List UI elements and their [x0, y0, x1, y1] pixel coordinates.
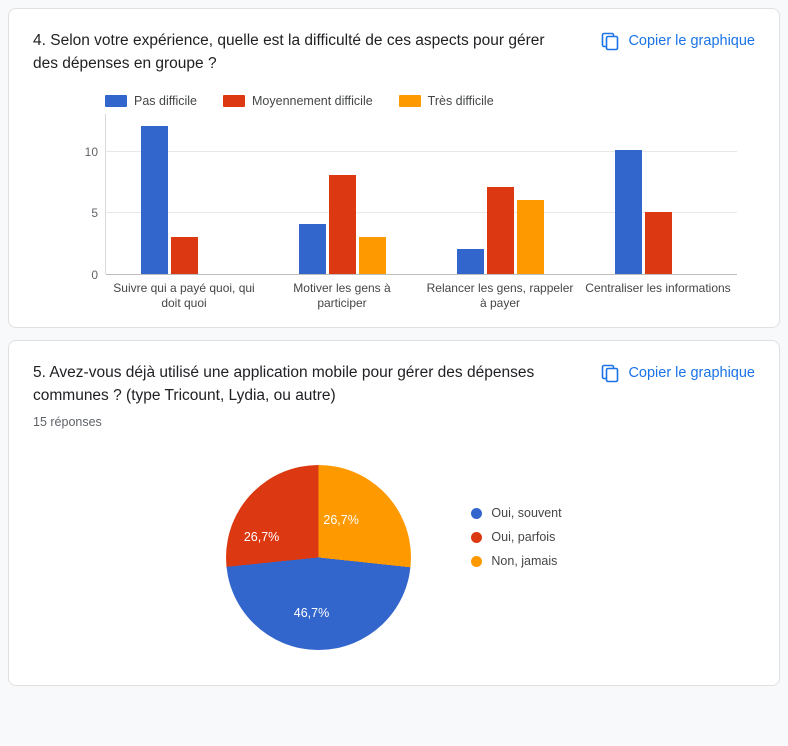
y-tick-label: 10	[84, 144, 98, 159]
bar-pas-difficile[interactable]	[299, 224, 326, 273]
question-title: 5. Avez-vous déjà utilisé une application mobile pour gérer des dépenses communes ? (type Tricount, Lydia, ou autre)	[33, 363, 535, 404]
bar-moyennement-difficile[interactable]	[329, 175, 356, 274]
bar-chart-legend	[33, 94, 755, 108]
legend-label: Très difficile	[427, 93, 494, 108]
x-axis-label: Motiver les gens à participer	[293, 280, 391, 311]
legend-dot-oui-parfois	[471, 532, 482, 543]
legend-item[interactable]	[399, 94, 494, 108]
legend-label: Non, jamais	[491, 554, 558, 568]
x-axis-label: Relancer les gens, rappeler à payer	[426, 280, 574, 311]
legend-dot-oui-souvent	[471, 508, 482, 519]
legend-item[interactable]	[223, 94, 373, 108]
bar-moyennement-difficile[interactable]	[171, 237, 198, 274]
legend-label: Oui, souvent	[491, 506, 562, 520]
chart-card-question-4	[8, 8, 780, 328]
legend-item[interactable]	[471, 530, 561, 544]
bar-group	[264, 114, 422, 274]
bar-moyennement-difficile[interactable]	[487, 187, 514, 273]
question-title: 4. Selon votre expérience, quelle est la difficulté de ces aspects pour gérer des dépenses en groupe ?	[33, 32, 545, 73]
copy-chart-label: Copier le graphique	[628, 33, 755, 49]
chart-card-question-5	[8, 340, 780, 687]
response-count: 15 réponses	[33, 415, 102, 429]
pie-chart-graphic	[226, 465, 411, 650]
legend-label: Pas difficile	[134, 93, 197, 108]
bar-chart-plot-area	[84, 114, 737, 282]
pie-slices[interactable]	[226, 465, 411, 650]
bar-pas-difficile[interactable]	[141, 126, 168, 274]
bar-group	[579, 114, 737, 274]
legend-label: Moyennement difficile	[252, 93, 373, 108]
copy-chart-button[interactable]	[600, 29, 755, 51]
bar-tres-difficile[interactable]	[359, 237, 386, 274]
pie-slice-label-oui-souvent: 46,7%	[293, 605, 330, 620]
pie-slice-label-non-jamais: 26,7%	[323, 513, 359, 527]
bar-chart-x-labels	[105, 281, 737, 312]
bar-groups	[106, 114, 737, 274]
card-header	[33, 29, 755, 76]
pie-slice-label-oui-parfois: 26,7%	[243, 529, 280, 544]
x-axis-label: Centraliser les informations	[585, 280, 731, 295]
bar-pas-difficile[interactable]	[457, 249, 484, 274]
gridline-0	[91, 267, 737, 282]
copy-icon	[600, 363, 620, 383]
bar-pas-difficile[interactable]	[615, 150, 642, 273]
copy-icon	[600, 31, 620, 51]
bar-chart	[33, 94, 755, 309]
legend-dot-non-jamais	[471, 556, 482, 567]
legend-item[interactable]	[471, 554, 561, 568]
bar-moyennement-difficile[interactable]	[645, 212, 672, 274]
pie-chart	[33, 447, 755, 667]
pie-chart-legend	[471, 506, 561, 568]
legend-item[interactable]	[471, 506, 561, 520]
copy-chart-button[interactable]	[600, 361, 755, 383]
bar-group	[422, 114, 580, 274]
card-header	[33, 361, 755, 408]
legend-label: Oui, parfois	[491, 530, 556, 544]
copy-chart-label: Copier le graphique	[628, 364, 755, 381]
x-axis-label: Suivre qui a payé quoi, qui doit quoi	[113, 280, 255, 311]
legend-swatch-moyennement-difficile	[223, 95, 245, 107]
legend-item[interactable]	[105, 94, 197, 108]
bar-tres-difficile[interactable]	[517, 200, 544, 274]
bar-group	[106, 114, 264, 274]
legend-swatch-tres-difficile	[399, 95, 421, 107]
y-tick-label: 5	[91, 206, 98, 220]
legend-swatch-pas-difficile	[105, 95, 127, 107]
y-tick-label: 0	[91, 267, 98, 282]
